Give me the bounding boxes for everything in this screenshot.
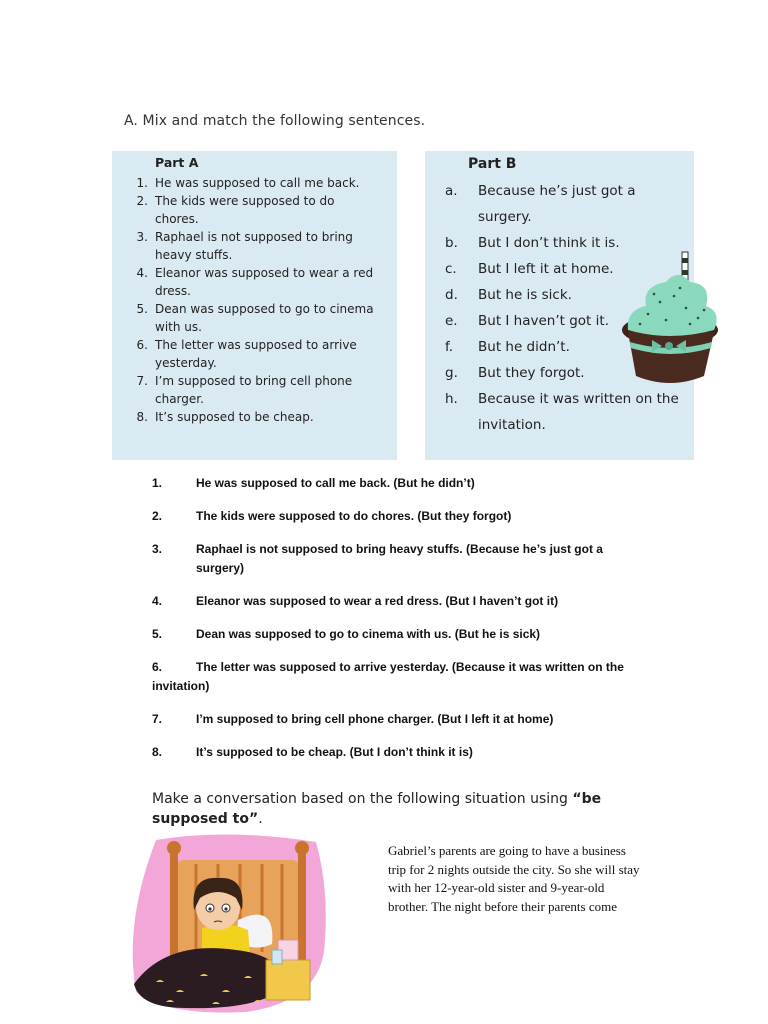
answer-item: 5. Dean was supposed to go to cinema with us. (But he is sick): [152, 627, 541, 641]
cupcake-illustration: [618, 250, 723, 390]
section-a-heading: A. Mix and match the following sentences.: [124, 113, 426, 129]
part-b-title: Part B: [468, 156, 517, 172]
answer-item: 7. I’m supposed to bring cell phone charger. (But I left it at home): [152, 712, 554, 726]
list-item: g. But they forgot.: [445, 365, 585, 381]
list-item: e. But I haven’t got it.: [445, 313, 609, 329]
story-paragraph: Gabriel’s parents are going to have a business trip for 2 nights outside the city. So she will stay with her 12-year-old sister and 9-year-old brother. The night before their parents come: [388, 843, 640, 914]
part-a-list: [130, 174, 390, 426]
answer-item: 8. It’s supposed to be cheap. (But I don’t think it is): [152, 745, 473, 759]
part-a-title: Part A: [155, 155, 199, 170]
list-item: 3. Raphael is not supposed to bring heavy stuffs.: [136, 230, 353, 262]
answer-item: 2. The kids were supposed to do chores. (But they forgot): [152, 509, 512, 523]
list-item: c. But I left it at home.: [445, 261, 614, 277]
list-item: d. But he is sick.: [445, 287, 572, 303]
list-item: a. Because he’s just got a surgery.: [445, 183, 636, 225]
answer-item: 4. Eleanor was supposed to wear a red dress. (But I haven’t got it): [152, 594, 559, 608]
list-item: b. But I don’t think it is.: [445, 235, 620, 251]
list-item: 4. Eleanor was supposed to wear a red dress.: [136, 266, 374, 298]
answer-item: 6. The letter was supposed to arrive yesterday. (Because it was written on the invitation): [152, 658, 652, 696]
key-phrase: “be supposed to”: [152, 791, 602, 827]
conversation-prompt: Make a conversation based on the following situation using “be supposed to”.: [152, 791, 602, 827]
list-item: h. Because it was written on the invitation.: [445, 391, 679, 433]
sick-girl-illustration: [126, 832, 332, 1016]
part-a-box: [112, 151, 397, 460]
list-item: 6. The letter was supposed to arrive yesterday.: [136, 338, 357, 370]
answer-item: 1. He was supposed to call me back. (But he didn’t): [152, 476, 475, 490]
list-item: 8. It’s supposed to be cheap.: [136, 410, 314, 424]
list-item: f. But he didn’t.: [445, 339, 570, 355]
list-item: 5. Dean was supposed to go to cinema with us.: [136, 302, 374, 334]
list-item: 1. He was supposed to call me back.: [136, 176, 360, 190]
answer-item: 3. Raphael is not supposed to bring heavy stuffs. (Because he’s just got a surgery): [152, 542, 603, 575]
list-item: 2. The kids were supposed to do chores.: [136, 194, 335, 226]
answer-list: [152, 474, 652, 776]
list-item: 7. I’m supposed to bring cell phone charger.: [136, 374, 353, 406]
answer-continuation: invitation): [152, 679, 210, 693]
